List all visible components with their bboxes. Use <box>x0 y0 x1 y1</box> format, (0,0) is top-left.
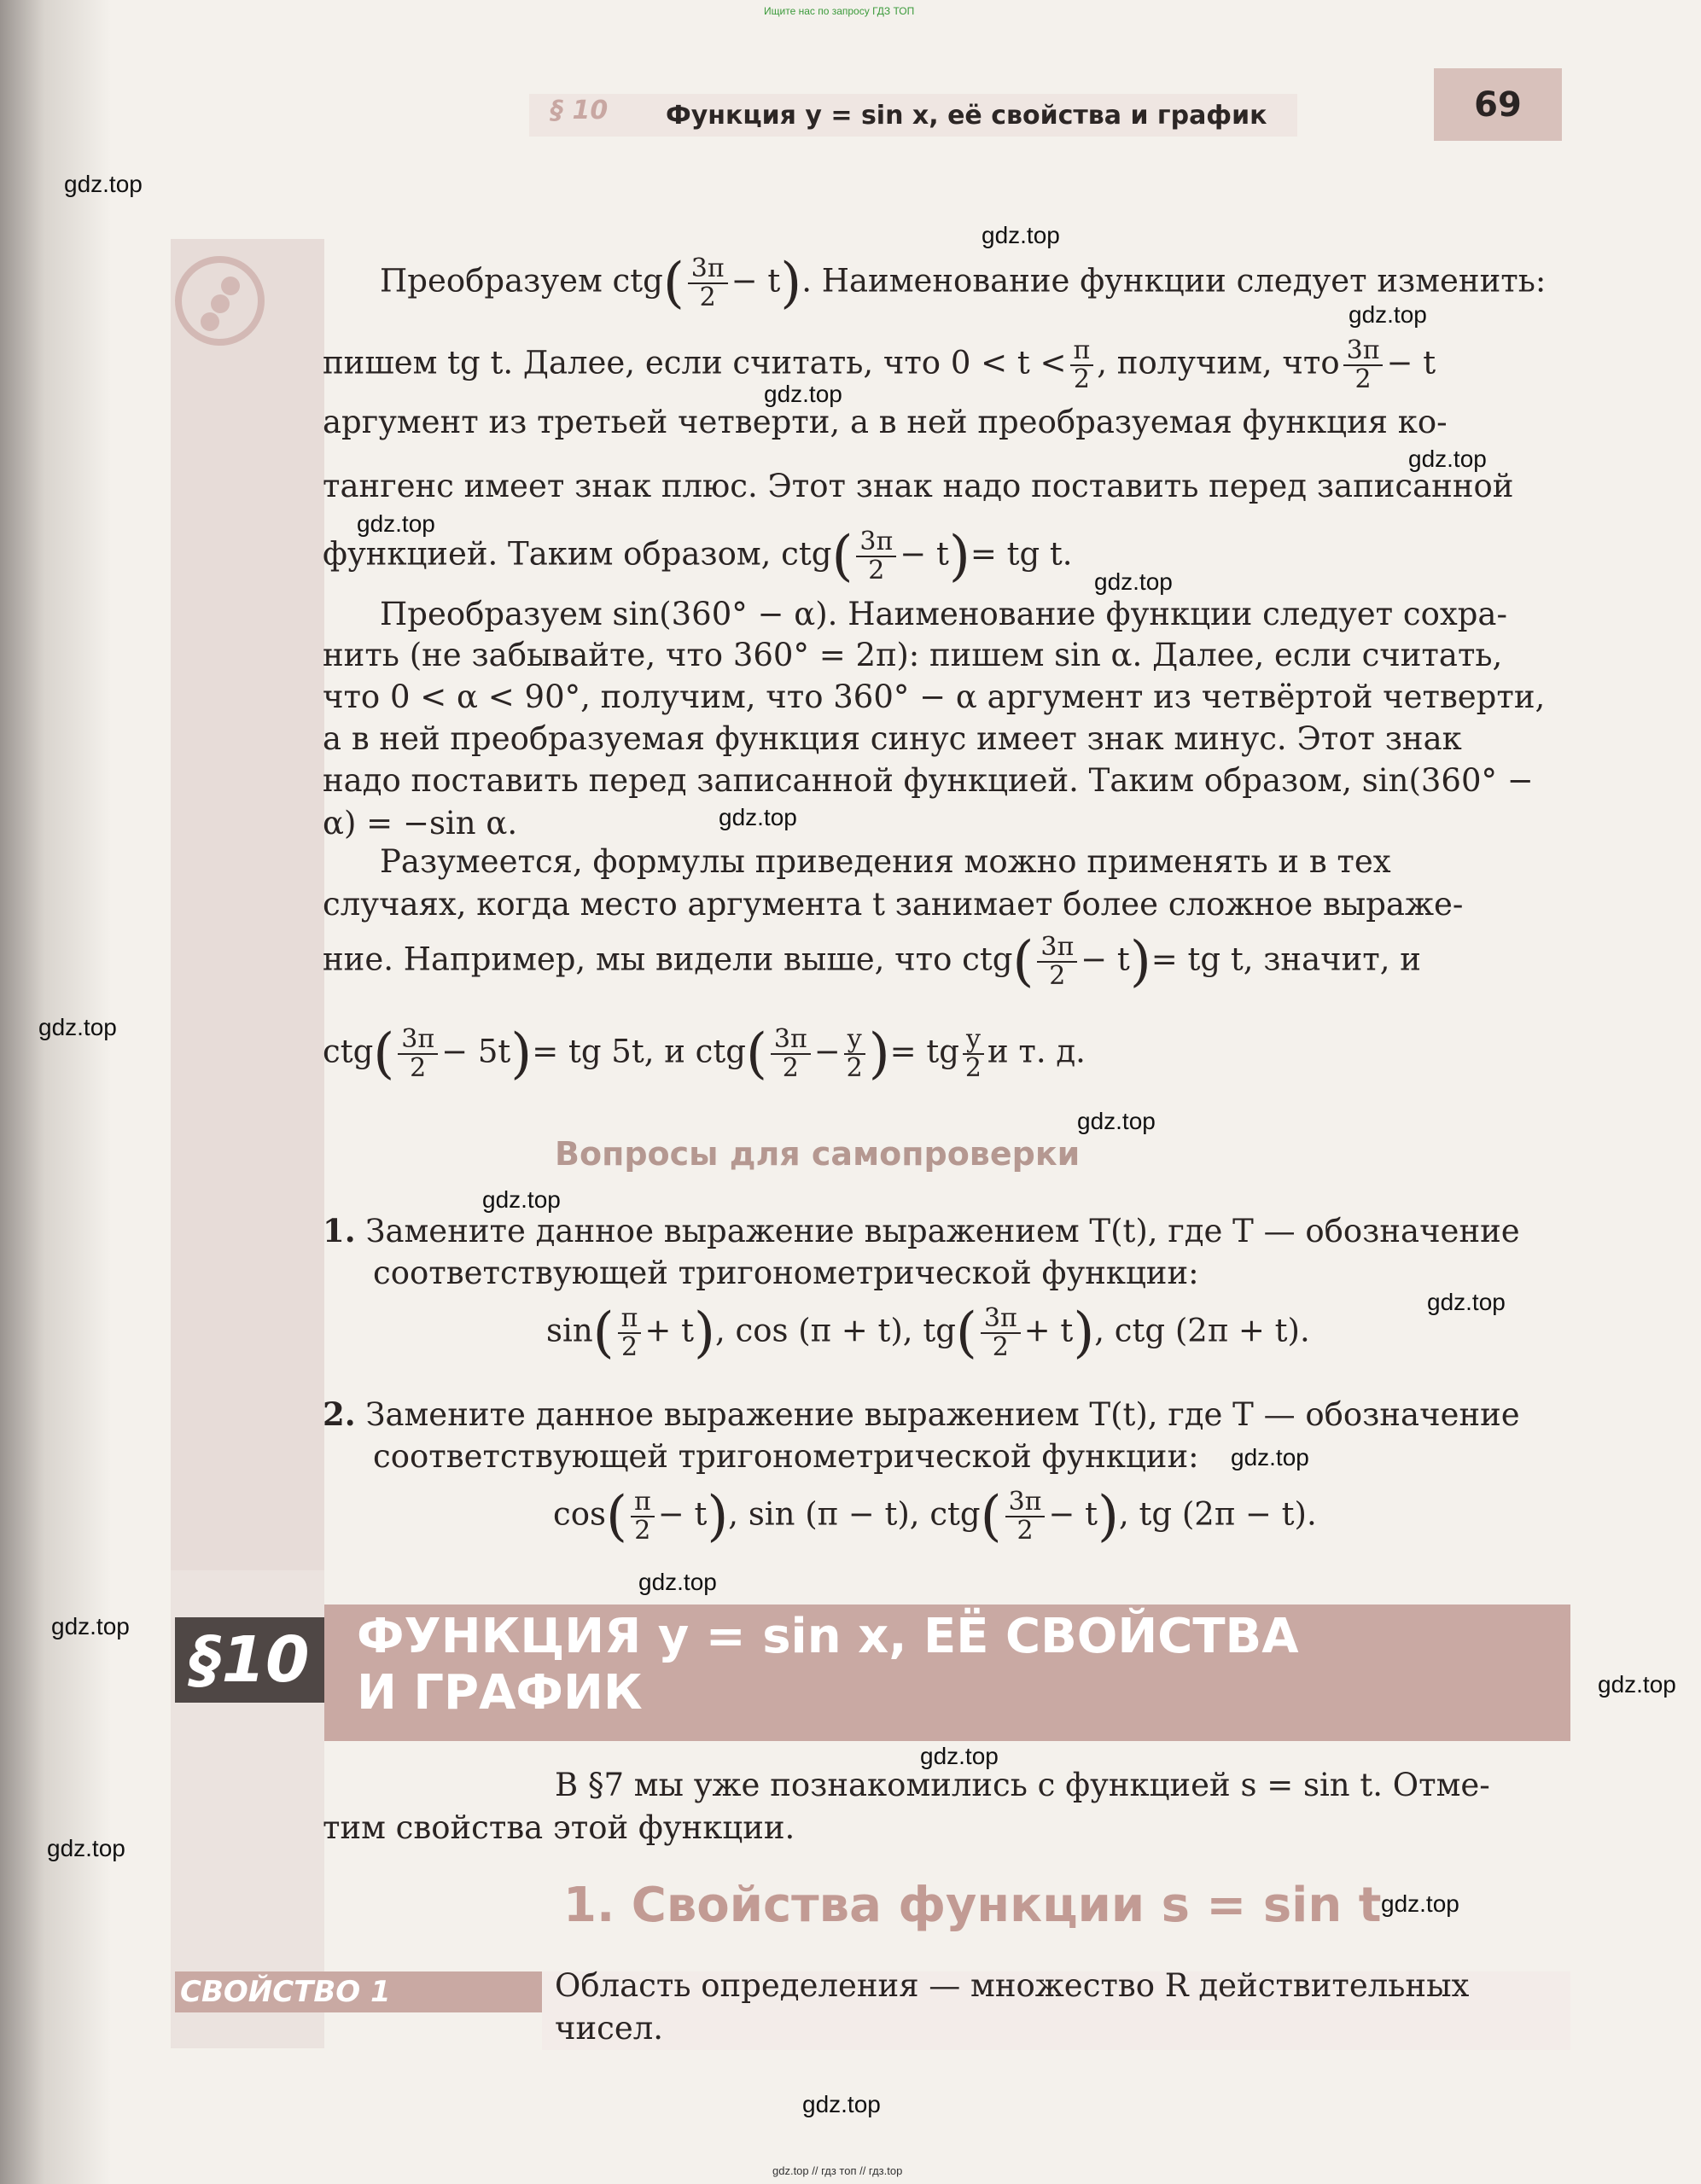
text-span: − t <box>731 262 781 300</box>
watermark: gdz.top <box>1427 1289 1506 1315</box>
text-line: что 0 < α < 90°, получим, что 360° − α аргумент из четвёртой четверти, <box>323 678 1546 715</box>
text-span: − <box>813 1033 841 1070</box>
text-span: = tg <box>889 1033 959 1070</box>
text-line: тангенс имеет знак плюс. Этот знак надо поставить перед записанной <box>323 468 1514 504</box>
text-span: sin <box>546 1312 593 1349</box>
text-span: , cos (π + t), tg <box>714 1312 956 1349</box>
watermark: gdz.top <box>64 171 143 197</box>
text-line: чисел. <box>555 2010 664 2047</box>
question-2-line <box>323 1395 1569 1433</box>
text-line: Разумеется, формулы приведения можно применять и в тех <box>380 843 1391 880</box>
text-line: нить (не забывайте, что 360° = 2π): пишем sin α. Далее, если считать, <box>323 637 1503 673</box>
text-span: − t <box>1386 344 1436 381</box>
watermark: gdz.top <box>764 381 842 407</box>
fraction: $\frac{y}{2}$ <box>844 1026 865 1082</box>
text-span: , ctg (2π + t). <box>1094 1312 1310 1349</box>
text-span: − t <box>1048 1495 1098 1533</box>
example-marker-icon <box>175 256 265 346</box>
text-span: = tg t, значит, и <box>1151 941 1421 978</box>
text-span: + t <box>644 1312 694 1349</box>
watermark: gdz.top <box>482 1186 561 1213</box>
text-line: аргумент из третьей четверти, а в ней преобразуемая функция ко- <box>323 404 1448 440</box>
text-span: + t <box>1023 1312 1074 1349</box>
watermark: gdz.top <box>920 1743 999 1769</box>
text-line: ctg( $\frac{3\pi}{2}$ − 5t)= tg 5t, и ctg( $\frac{3\pi}{2}$ − $\frac{y}{2}$ )= tg $\frac{y}{2}$ и т. д. <box>323 1022 1086 1086</box>
text-line: соответствующей тригонометрической функции: <box>373 1255 1199 1291</box>
watermark: gdz.top <box>719 804 797 830</box>
text-line: надо поставить перед записанной функцией. Таким образом, sin(360° − <box>323 762 1534 799</box>
watermark: gdz.top <box>638 1569 717 1595</box>
text-line: Преобразуем ctg( $\frac{3\pi}{2}$ − t). Наименование функции следует изменить: <box>380 252 1547 315</box>
text-line: функцией. Таким образом, ctg( $\frac{3\pi}{2}$ − t)= tg t. <box>323 525 1073 588</box>
fraction: $\frac{3\pi}{2}$ <box>771 1026 811 1082</box>
fraction: $\frac{y}{2}$ <box>963 1026 984 1082</box>
text-line: случаях, когда место аргумента t занимает более сложное выраже- <box>323 886 1464 923</box>
watermark: gdz.top <box>1408 446 1487 472</box>
text-span: , sin (π − t), ctg <box>728 1495 981 1533</box>
marker-dot <box>211 294 230 313</box>
text-span: . Наименование функции следует изменить: <box>801 262 1547 300</box>
text-span: функцией. Таким образом, ctg <box>323 535 832 573</box>
question-number: 2. <box>323 1395 356 1433</box>
margin-band <box>171 239 324 1570</box>
text-span: = tg 5t, и ctg <box>532 1033 746 1070</box>
text-span: Замените данное выражение выражением T(t), где T — обозначение <box>365 1396 1520 1433</box>
text-line: α) = −sin α. <box>323 805 518 842</box>
text-line: соответствующей тригонометрической функции: <box>373 1438 1199 1475</box>
text-span: пишем tg t. Далее, если считать, что 0 < t < <box>323 344 1067 381</box>
text-span: ctg <box>323 1033 374 1070</box>
watermark: gdz.top <box>1231 1444 1309 1471</box>
text-span: − t <box>657 1495 708 1533</box>
watermark: gdz.top <box>1094 568 1173 595</box>
question-1-line <box>323 1212 1569 1249</box>
text-line: Область определения — множество R действительных <box>555 1967 1470 2004</box>
fraction: $\frac{3\pi}{2}$ <box>1037 934 1077 990</box>
watermark: gdz.top <box>51 1613 130 1639</box>
watermark: gdz.top <box>982 222 1060 248</box>
text-line <box>323 337 1569 393</box>
question-2-expressions: cos( $\frac{\pi}{2}$ − t), sin (π − t), ctg( $\frac{3\pi}{2}$ − t), tg (2π − t). <box>553 1485 1317 1548</box>
question-number: 1. <box>323 1212 356 1249</box>
text-span: − t <box>1081 941 1130 978</box>
watermark: gdz.top <box>802 2091 881 2117</box>
text-span: , tg (2π − t). <box>1119 1495 1317 1533</box>
header-section-mark: § 10 <box>550 96 609 125</box>
fraction: $\frac{3\pi}{2}$ <box>856 528 896 585</box>
property-label: СВОЙСТВО 1 <box>175 1971 542 2012</box>
watermark: gdz.top <box>47 1835 125 1861</box>
watermark: gdz.top <box>38 1014 117 1040</box>
text-span: и т. д. <box>987 1033 1086 1070</box>
text-line: Преобразуем sin(360° − α). Наименование функции следует сохра- <box>380 596 1507 632</box>
watermark: gdz.top <box>1381 1890 1459 1917</box>
text-span: − t <box>900 535 949 573</box>
fraction: $\frac{3\pi}{2}$ <box>1005 1488 1046 1545</box>
watermark-bottom: gdz.top // гдз топ // гдз.top <box>772 2164 903 2177</box>
text-span: Преобразуем ctg <box>380 262 663 300</box>
text-line: В §7 мы уже познакомились с функцией s = sin t. Отме- <box>555 1767 1490 1803</box>
fraction: $\frac{3\pi}{2}$ <box>688 255 728 312</box>
fraction: $\frac{3\pi}{2}$ <box>398 1026 438 1082</box>
fraction: $\frac{3\pi}{2}$ <box>1343 337 1384 393</box>
watermark-top: Ищите нас по запросу ГДЗ ТОП <box>764 5 915 17</box>
questions-title: Вопросы для самопроверки <box>555 1135 1081 1173</box>
subsection-title: 1. Свойства функции s = sin t <box>563 1878 1382 1933</box>
question-1-expressions: sin( $\frac{\pi}{2}$ + t), cos (π + t), tg( $\frac{3\pi}{2}$ + t), ctg (2π + t). <box>546 1302 1310 1365</box>
section-title-line: ФУНКЦИЯ y = sin x, ЕЁ СВОЙСТВА <box>357 1609 1299 1664</box>
fraction: $\frac{\pi}{2}$ <box>618 1305 642 1361</box>
marker-dot <box>201 312 219 331</box>
page-number: 69 <box>1434 68 1562 141</box>
text-span: ние. Например, мы видели выше, что ctg <box>323 941 1013 978</box>
text-span: Замените данное выражение выражением T(t), где T — обозначение <box>365 1213 1520 1249</box>
text-span: , получим, что <box>1097 344 1340 381</box>
text-span: cos <box>553 1495 606 1533</box>
section-title-line: И ГРАФИК <box>357 1665 643 1721</box>
section-title <box>357 1609 1299 1721</box>
watermark: gdz.top <box>1349 301 1427 328</box>
fraction: $\frac{\pi}{2}$ <box>1070 337 1094 393</box>
text-line: тим свойства этой функции. <box>323 1809 795 1846</box>
watermark: gdz.top <box>1598 1671 1676 1698</box>
text-span: − 5t <box>441 1033 511 1070</box>
text-line: а в ней преобразуемая функция синус имеет знак минус. Этот знак <box>323 720 1462 757</box>
marker-dot <box>221 277 240 295</box>
header-title: Функция y = sin x, её свойства и график <box>666 101 1267 131</box>
watermark: gdz.top <box>357 510 435 537</box>
fraction: $\frac{\pi}{2}$ <box>631 1488 655 1545</box>
section-badge: §10 <box>175 1617 324 1703</box>
text-line: ние. Например, мы видели выше, что ctg( $\frac{3\pi}{2}$ − t)= tg t, значит, и <box>323 930 1421 993</box>
fraction: $\frac{3\pi}{2}$ <box>981 1305 1021 1361</box>
watermark: gdz.top <box>1077 1108 1156 1134</box>
text-span: = tg t. <box>970 535 1073 573</box>
